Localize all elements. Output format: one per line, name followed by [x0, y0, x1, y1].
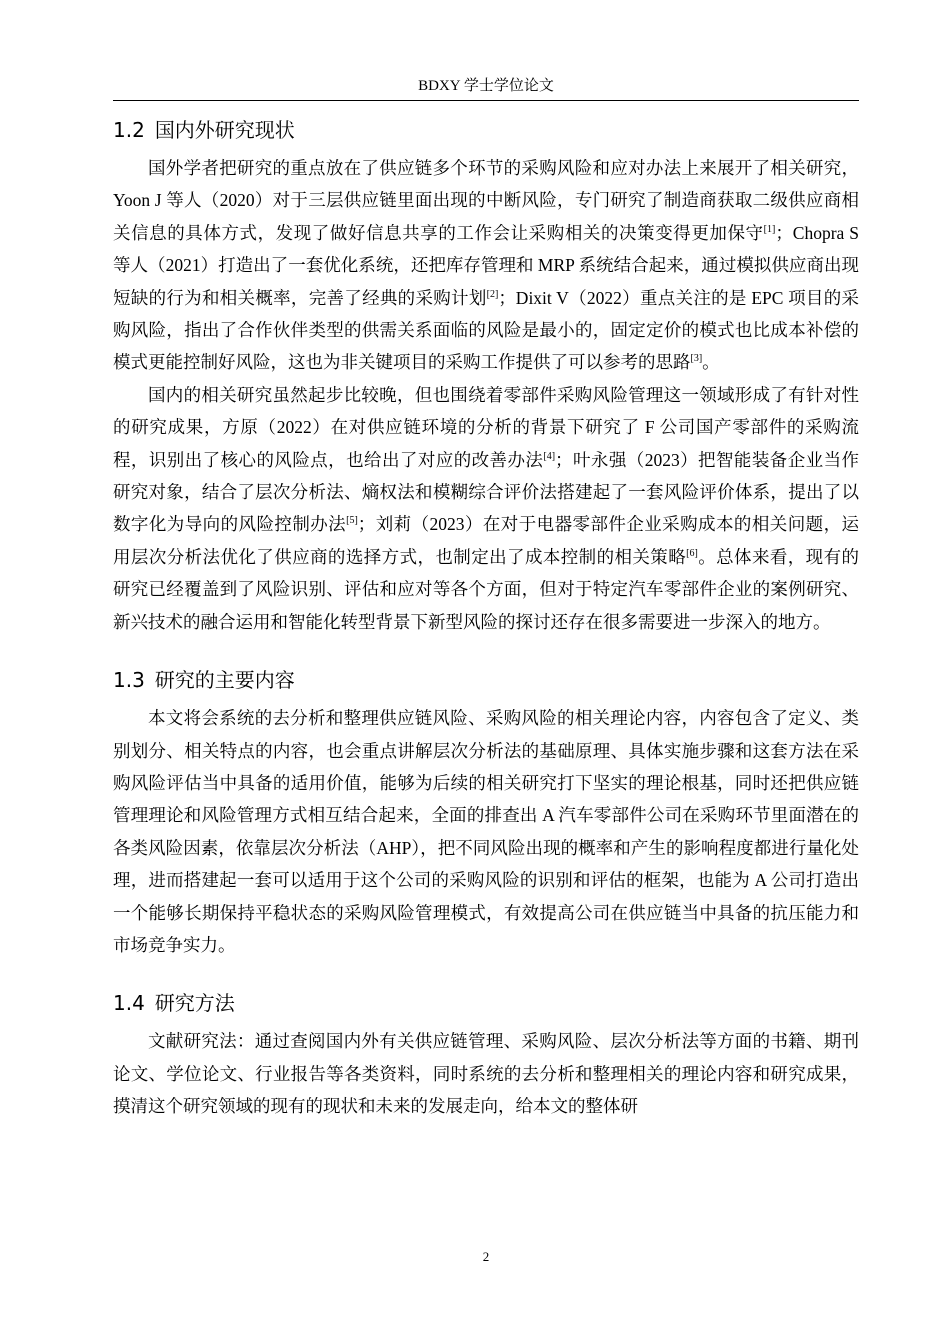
running-header: BDXY 学士学位论文 — [418, 78, 554, 94]
section-heading — [113, 983, 859, 1025]
section-heading — [113, 110, 859, 152]
section-title: 国内外研究现状 — [154, 118, 295, 142]
body-paragraph — [113, 379, 859, 638]
citation-ref: [2] — [486, 288, 499, 300]
body-paragraph — [113, 702, 859, 961]
body-paragraph — [113, 152, 859, 379]
section-title: 研究方法 — [154, 991, 235, 1016]
citation-ref: [3] — [690, 353, 703, 365]
paragraph-text: 国内的相关研究虽然起步比较晚，但也围绕着零部件采购风险管理这一领域形成了有针对性的研究成果，方原（2022）在对供应链环境的分析的背景下研究了 F 公司国产零部件的采购流程，识别出了核心的风险点，也给出了对应的改善办法 — [113, 384, 859, 470]
section-title: 研究的主要内容 — [154, 668, 295, 693]
paragraph-text: 。总体来看，现有的研究已经覆盖到了风险识别、评估和应对等各个方面，但对于特定汽车零部件企业的案例研究、新兴技术的融合运用和智能化转型背景下新型风险的探讨还存在很多需要进一步深入的地方。 — [113, 546, 860, 632]
document-body — [113, 110, 859, 1123]
citation-ref: [5] — [346, 515, 358, 527]
section-number: 1.2 — [113, 118, 145, 142]
paragraph-text: ；Dixit V（2022）重点关注的是 EPC 项目的采购风险，指出了合作伙伴类型的供需关系面临的风险是最小的，固定定价的模式也比成本补偿的模式更能控制好风险，这也为非关键项目的采购工作提供了可以参考的思路 — [113, 287, 860, 373]
section-spacer — [113, 961, 859, 983]
citation-ref: [4] — [543, 450, 556, 462]
section-number: 1.3 — [113, 668, 145, 693]
paragraph-text: ；叶永强（2023）把智能装备企业当作研究对象，结合了层次分析法、熵权法和模糊综合评价法搭建起了一套风险评价体系，提出了以数字化为导向的风险控制办法 — [113, 449, 860, 535]
paragraph-text: 本文将会系统的去分析和整理供应链风险、采购风险的相关理论内容，内容包含了定义、类别划分、相关特点的内容，也会重点讲解层次分析法的基础原理、具体实施步骤和这套方法在采购风险评估当中具备的适用价值，能够为后续的相关研究打下坚实的理论根基，同时还把供应链管理理论和风险管理方式相互结合起来，全面的排查出 A 汽车零部件公司在采购环节里面潜在的各类风险因素，依靠层次分析法（AHP），把不同风险出现的概率和产生的影响程度都进行量化处理，进而搭建起一套可以适用于这个公司的采购风险的识别和评估的框架，也能为 A 公司打造出一个能够长期保持平稳状态的采购风险管理模式，有效提高公司在供应链当中具备的抗压能力和市场竞争实力。 — [113, 708, 859, 955]
paragraph-text: ；刘莉（2023）在对于电器零部件企业采购成本的相关问题，运用层次分析法优化了供应商的选择方式，也制定出了成本控制的相关策略 — [113, 514, 859, 567]
paragraph-text: 国外学者把研究的重点放在了供应链多个环节的采购风险和应对办法上来展开了相关研究，Yoon J 等人（2020）对于三层供应链里面出现的中断风险，专门研究了制造商获取二级供应商相关信息的具体方式，发现了做好信息共享的工作会让采购相关的决策变得更加保守 — [113, 158, 859, 243]
paragraph-text: ；Chopra S 等人（2021）打造出了一套优化系统，还把库存管理和 MRP 系统结合起来，通过模拟供应商出现短缺的行为和相关概率，完善了经典的采购计划 — [113, 222, 860, 308]
section-number: 1.4 — [113, 991, 145, 1016]
paragraph-text: 文献研究法：通过查阅国内外有关供应链管理、采购风险、层次分析法等方面的书籍、期刊论文、学位论文、行业报告等各类资料，同时系统的去分析和整理相关的理论内容和研究成果，摸清这个研究领域的现有的现状和未来的发展走向，给本文的整体研 — [113, 1031, 859, 1117]
header-rule — [113, 100, 859, 101]
section-heading — [113, 660, 859, 702]
citation-ref: [6] — [686, 547, 698, 559]
page-number: 2 — [482, 1249, 490, 1264]
citation-ref: [1] — [763, 223, 776, 235]
section-spacer — [113, 638, 859, 660]
paragraph-text: 。 — [702, 352, 720, 373]
body-paragraph — [113, 1025, 859, 1122]
